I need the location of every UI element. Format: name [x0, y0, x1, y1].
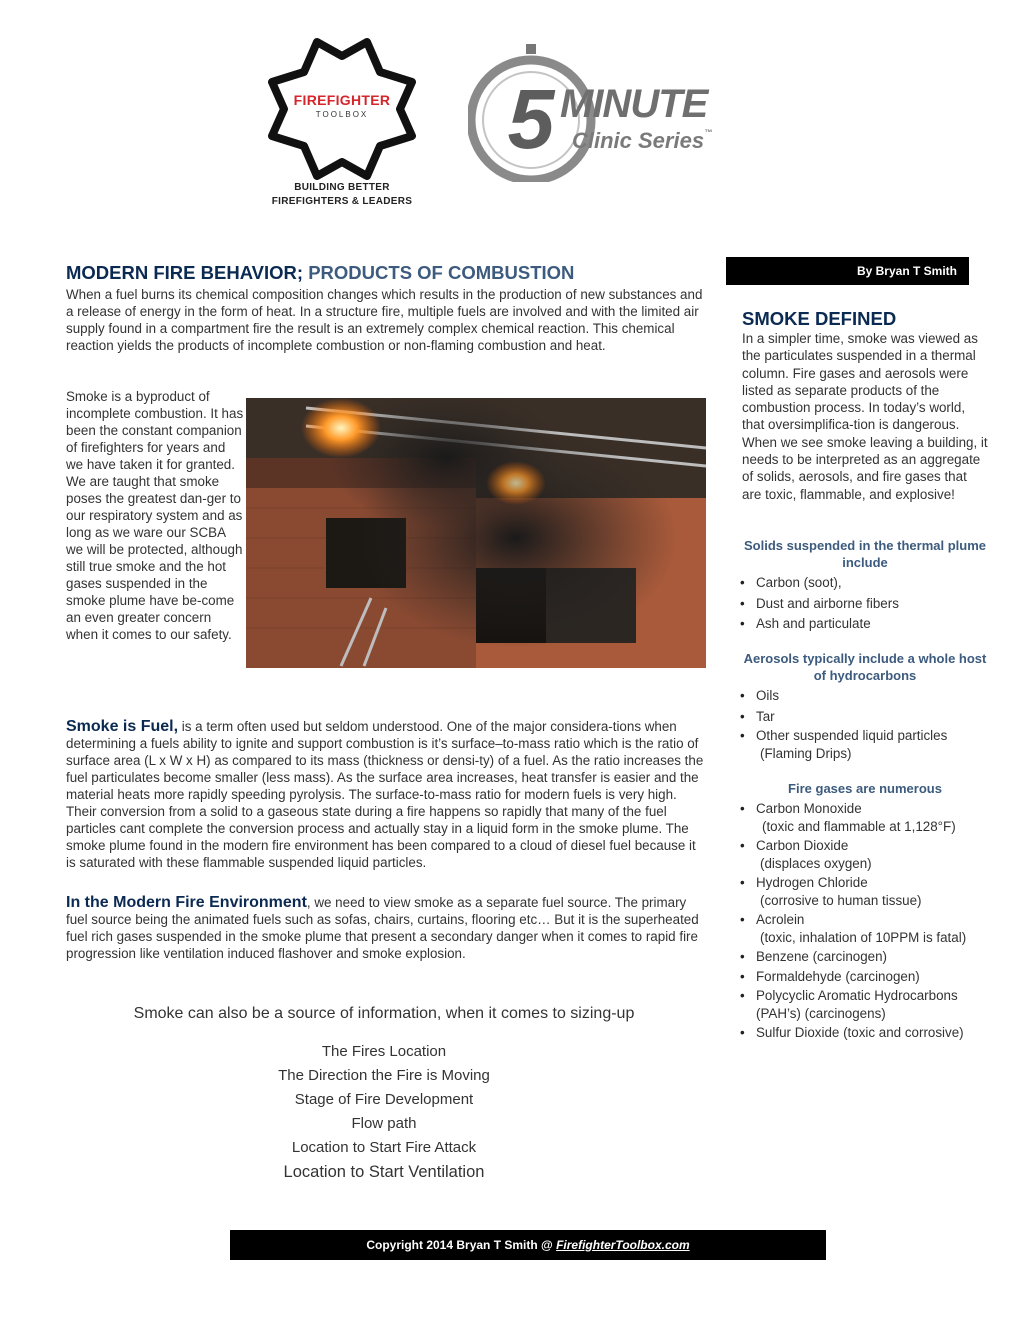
logo-tagline-line1: BUILDING BETTER: [294, 182, 390, 193]
logo-minute-word: MINUTE: [560, 82, 708, 126]
fire-photo: [246, 398, 706, 668]
list-item: • Acrolein (toxic, inhalation of 10PPM is fatal): [740, 911, 1000, 946]
smoke-is-fuel-paragraph: Smoke is Fuel, is a term often used but seldom understood. One of the major considera-tions when determining a fuels ability to ignite and support combustion is it’s surface–to-mass ratio which is the ratio of surface area (L x W x H) as compared to its mass (thickness or densi-ty) of a fuel. As the ratio increases the fuel particulates become smaller (less mass). As the surface area increases, heat transfer is easier and the material heats more rapidly speeding pyrolysis. The surface-to-mass ratio for modern fuels is very high. Their conversion from a solid to a gaseous state during a fire happens so rapidly that many of the fuel particles cant complete the conversion process and actually stay in a liquid form in the smoke plume. The smoke plume found in the modern fire environment has been compared to a cloud of diesel fuel because it is saturated with these flammable suspended liquid particles.: [66, 718, 704, 870]
list-item: • Formaldehyde (carcinogen): [740, 968, 1000, 986]
list-item: • Hydrogen Chloride (corrosive to human tissue): [740, 874, 1000, 909]
list-item: • Dust and airborne fibers: [740, 594, 990, 615]
sizing-up-heading: Smoke can also be a source of information, when it comes to sizing-up: [133, 1005, 635, 1022]
gases-list: [740, 800, 1000, 1044]
solids-list: [740, 573, 990, 635]
list-item: Stage of Fire Development: [294, 1091, 474, 1108]
page-title: MODERN FIRE BEHAVIOR; PRODUCTS OF COMBUSTION: [66, 262, 575, 283]
logo-name-line2: TOOLBOX: [315, 110, 369, 119]
list-item: • Other suspended liquid particles (Flaming Drips): [740, 727, 990, 762]
list-item: • Sulfur Dioxide (toxic and corrosive): [740, 1024, 1000, 1042]
logo-tagline-line2: FIREFIGHTERS & LEADERS: [271, 196, 413, 207]
byline-bar: By Bryan T Smith: [726, 257, 969, 285]
list-item: The Fires Location: [321, 1043, 447, 1060]
aerosols-heading: Aerosols typically include a whole host of hydrocarbons: [743, 651, 987, 683]
list-item: • Carbon (soot),: [740, 573, 990, 594]
list-item: • Oils: [740, 686, 990, 707]
firefighter-toolbox-logo: [262, 34, 422, 214]
list-item: • Carbon Dioxide (displaces oxygen): [740, 837, 1000, 872]
modern-fire-environment-paragraph: In the Modern Fire Environment, we need to view smoke as a separate fuel source. The primary fuel source being the animated fuels such as sofas, chairs, curtains, flooring etc… But it is the superheated fuel rich gases suspended in the smoke plume that present a secondary danger when it comes to rapid fire progression like ventilation induced flashover and smoke explosion.: [66, 894, 699, 961]
five-minute-clinic-logo: [468, 42, 768, 182]
list-item: • Polycyclic Aromatic Hydrocarbons (PAH’s) (carcinogens): [740, 987, 1000, 1022]
gases-heading: Fire gases are numerous: [788, 781, 942, 796]
sizing-up-list: [66, 1040, 702, 1184]
intro-paragraph: When a fuel burns its chemical composition changes which results in the production of new substances and a release of energy in the form of heat. In a structure fire, multiple fuels are involved and with the limited air supply found in a compartment fire the result is an extremely complex chemical reaction. This chemical reaction yields the products of incomplete combustion or non-flaming combustion and heat.: [66, 287, 703, 353]
smoke-byproduct-paragraph: Smoke is a byproduct of incomplete combustion. It has been the constant companion of firefighters for years and we have taken it for granted. We are taught that smoke poses the greatest dan-ger to our respiratory system and as long as we ware our SCBA we will be protected, although still true smoke and the hot gases suspended in the smoke plume have be-come an even greater concern when it comes to our safety.: [66, 389, 244, 642]
smoke-defined-heading: SMOKE DEFINED: [742, 308, 897, 329]
solids-heading: Solids suspended in the thermal plume include: [744, 538, 986, 570]
logo-series: Clinic Series™: [572, 128, 713, 153]
logo-numeral: 5: [507, 72, 555, 166]
list-item: The Direction the Fire is Moving: [278, 1067, 490, 1084]
list-item: • Carbon Monoxide (toxic and flammable at 1,128°F): [740, 800, 1000, 835]
smoke-defined-paragraph: In a simpler time, smoke was viewed as the particulates suspended in a thermal column. Fire gases and aerosols were listed as separate products of the combustion process. In today’s world, that oversimplifica-tion is dangerous. When we see smoke leaving a building, it needs to be interpreted as an aggregate of solids, aerosols, and fire gases that are toxic, flammable, and explosive!: [742, 331, 988, 502]
firefightertoolbox-link[interactable]: FirefighterToolbox.com: [556, 1238, 690, 1252]
list-item: • Tar: [740, 707, 990, 728]
list-item: • Benzene (carcinogen): [740, 948, 1000, 966]
logo-name-line1: FIREFIGHTER: [293, 92, 391, 108]
list-item: Location to Start Fire Attack: [291, 1139, 477, 1156]
maltese-cross-icon: [262, 34, 422, 184]
aerosols-list: [740, 686, 990, 762]
list-item: • Ash and particulate: [740, 614, 990, 635]
list-item: Location to Start Ventilation: [283, 1163, 485, 1181]
copyright-footer: Copyright 2014 Bryan T Smith @ FirefighterToolbox.com: [230, 1230, 826, 1260]
list-item: Flow path: [351, 1115, 417, 1132]
